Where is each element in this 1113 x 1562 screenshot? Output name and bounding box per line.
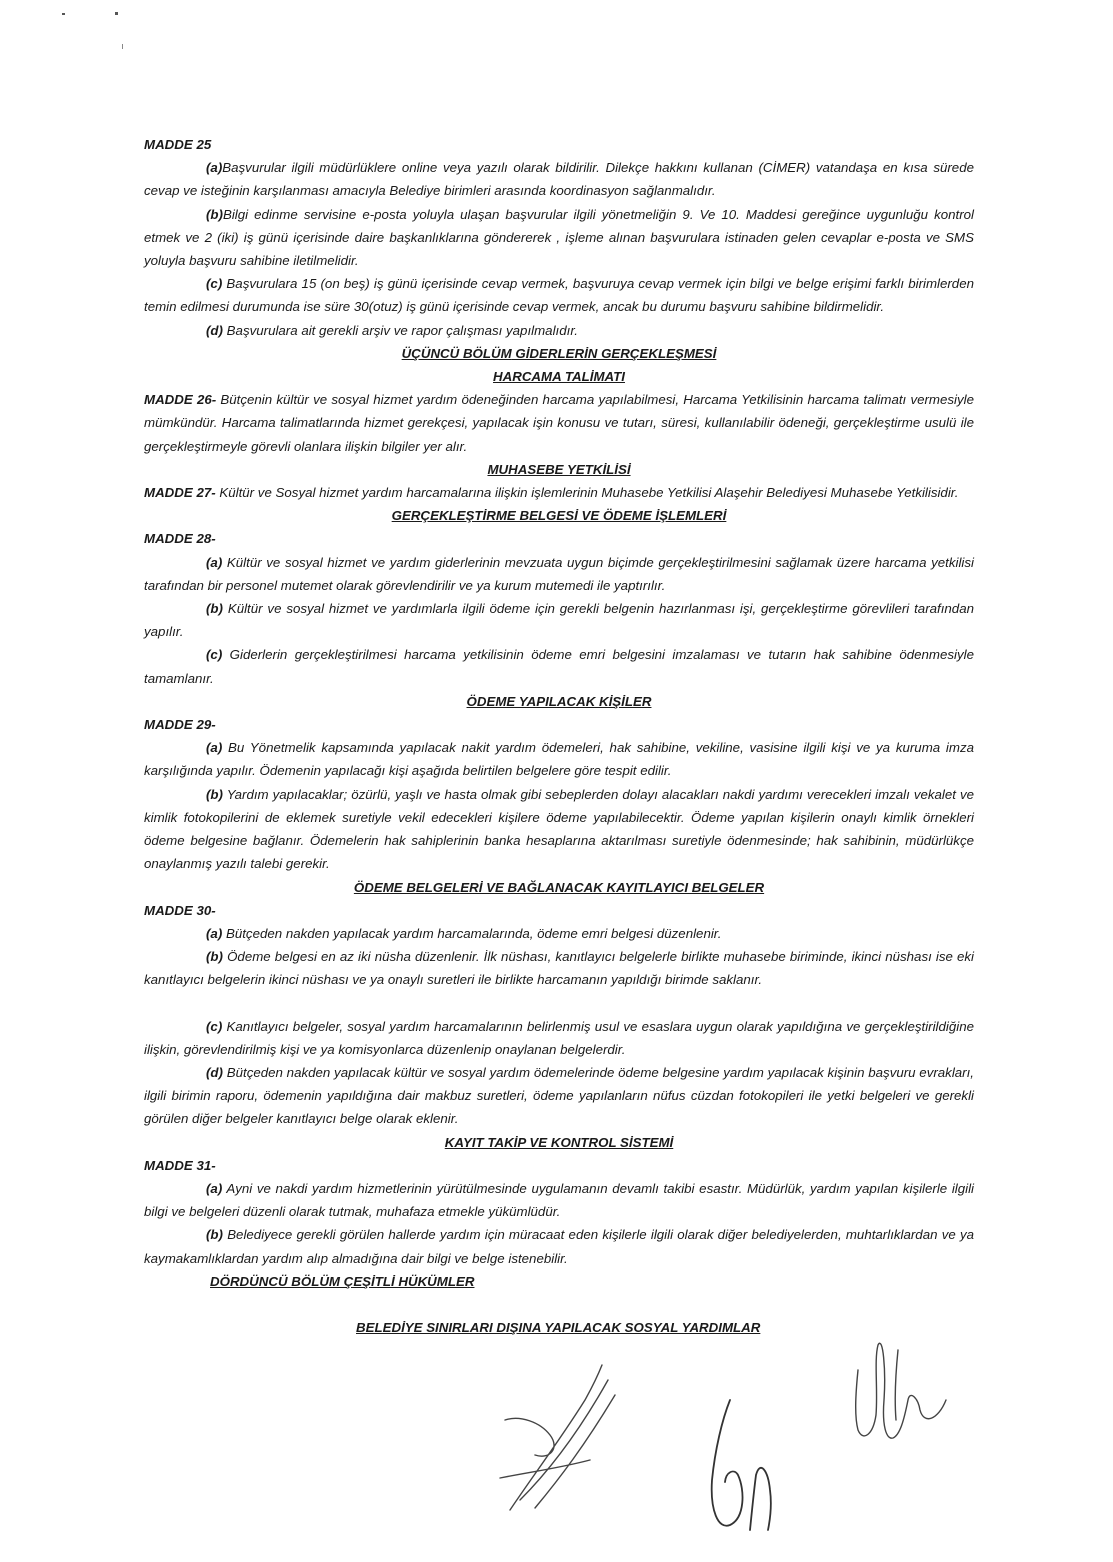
clause-text: Bütçeden nakden yapılacak yardım harcamalarında, ödeme emri belgesi düzenlenir.	[222, 925, 722, 941]
clause-text: Giderlerin gerçekleştirilmesi harcama yetkilisinin ödeme emri belgesini imzalaması ve tutarın hak sahibine ödenmesiyle tamamlanır.	[144, 647, 974, 686]
heading-belediye-sinirlari: BELEDİYE SINIRLARI DIŞINA YAPILACAK SOSYAL YARDIMLAR	[356, 1319, 761, 1335]
heading-muhasebe-yetkilisi: MUHASEBE YETKİLİSİ	[487, 461, 631, 477]
article-29-title: MADDE 29-	[144, 717, 216, 733]
clause-label: (b)	[206, 601, 223, 617]
article-25-a	[144, 156, 974, 202]
clause-text: Belediyece gerekli görülen hallerde yardım için müracaat eden kişilerle ilgili olarak diğer belediyelerden, muhtarlıklardan ve ya kaymakamlıklardan yardım alıp almadığına dair bilgi ve belge istenebilir.	[144, 1227, 974, 1266]
article-27-title: MADDE 27-	[144, 485, 216, 501]
document-body	[144, 133, 974, 1339]
paragraph-gap	[144, 1293, 974, 1316]
clause-label: (a)	[206, 925, 223, 941]
clause-label: (d)	[206, 1064, 223, 1080]
article-25-d	[144, 319, 974, 342]
article-28-b	[144, 597, 974, 643]
clause-label: (b)	[206, 206, 223, 222]
clause-text: Bu Yönetmelik kapsamında yapılacak nakit yardım ödemeleri, hak sahibine, vekiline, vasisine ilgili kişi ve ya kuruma imza karşılığında yapılır. Ödemenin yapılacağı kişi aşağıda belirtilen belgelere göre tespit edilir.	[144, 740, 974, 779]
article-31-a	[144, 1177, 974, 1223]
article-30-b	[144, 945, 974, 991]
clause-text: Bilgi edinme servisine e-posta yoluyla ulaşan başvurular ilgili yönetmeliğin 9. Ve 10. Maddesi gereğince uygunluğu kontrol etmek ve 2 (iki) iş günü içerisinde daire başkanlıklarına göndererek , işleme alınan başvurulara istinaden gelen cevaplar e-posta ve SMS yoluyla başvuru sahibine iletilmelidir.	[144, 206, 974, 269]
signature-3	[838, 1330, 958, 1460]
article-27	[144, 481, 974, 504]
clause-label: (b)	[206, 1227, 223, 1243]
section-3-heading	[144, 342, 974, 365]
article-28-c	[144, 643, 974, 689]
clause-text: Ödeme belgesi en az iki nüsha düzenlenir. İlk nüshası, kanıtlayıcı belgelerle birlikte muhasebe biriminde, ikinci nüshası ise eki kanıtlayıcı belgelerin ikinci nüshası ve ya onaylı suretleri ile birlikte harcamanın yapıldığı birimde saklanır.	[144, 949, 974, 988]
clause-text: Kanıtlayıcı belgeler, sosyal yardım harcamalarının belirlenmiş usul ve esaslara uygun olarak yapıldığına ve gerçekleştirildiğine ilişkin, görevlendirilmiş kişi ve ya komisyonlarca düzenlenip onaylanan belgelerdir.	[144, 1018, 974, 1057]
clause-label: (a)	[206, 740, 223, 756]
signature-1	[490, 1360, 630, 1520]
section-4-label: DÖRDÜNCÜ BÖLÜM	[210, 1273, 341, 1289]
article-29-b	[144, 783, 974, 876]
section-4-title: ÇEŞİTLİ HÜKÜMLER	[340, 1273, 475, 1289]
heading-kayit-takip: KAYIT TAKİP VE KONTROL SİSTEMİ	[444, 1134, 674, 1150]
section-4-heading	[144, 1270, 974, 1293]
clause-label: (c)	[206, 647, 223, 663]
article-26-title: MADDE 26-	[144, 392, 217, 408]
clause-label: (d)	[206, 322, 223, 338]
clause-label: (c)	[206, 1018, 223, 1034]
clause-label: (b)	[206, 786, 223, 802]
scan-marks	[0, 0, 200, 60]
clause-text: Başvurulara 15 (on beş) iş günü içerisinde cevap vermek, başvuruya cevap vermek için bilgi ve belge erişimi farklı birimlerden temin edilmesi durumunda ise süre 30(otuz) iş günü içerisinde cevap vermek, ancak bu durumu başvuru sahibine bildirmelidir.	[144, 276, 974, 315]
heading-odeme-belgeleri: ÖDEME BELGELERİ VE BAĞLANACAK KAYITLAYICI BELGELER	[353, 879, 765, 895]
article-25-b	[144, 203, 974, 273]
paragraph-gap	[144, 992, 974, 1015]
clause-label: (b)	[206, 949, 223, 965]
clause-label: (a)	[206, 160, 223, 176]
clause-label: (c)	[206, 276, 223, 292]
heading-odeme-yapilacak-kisiler: ÖDEME YAPILACAK KİŞİLER	[466, 693, 652, 709]
article-25-title: MADDE 25	[144, 137, 212, 152]
signature-2	[690, 1380, 800, 1550]
article-31-b	[144, 1223, 974, 1269]
clause-text: Kültür ve sosyal hizmet ve yardım giderlerinin mevzuata uygun biçimde gerçekleştirilmesini sağlamak üzere harcama yetkilisi tarafından bir personel mutemet olarak görevlendirilir ve ya kurum mutemedi ile yaptırılır.	[144, 554, 974, 593]
clause-text: Yardım yapılacaklar; özürlü, yaşlı ve hasta olmak gibi sebeplerden dolayı alacakları nakdi yardımı verecekleri imzalı vekalet ve kimlik fotokopilerini de eklemek suretiyle vekil edecekleri kişilere ödeme yapılabilecektir. Ödeme yapılan kişilerin onaylı kimlik örnekleri ödeme belgesine bağlanır. Ödemelerin hak sahiplerinin banka hesaplarına aktarılması suretiyle ödenmesinde; hak sahibinin, müdürlükçe onaylanmış yazılı talebi gerekir.	[144, 786, 974, 872]
article-26-text: Bütçenin kültür ve sosyal hizmet yardım ödeneğinden harcama yapılabilmesi, Harcama Yetkilisinin harcama talimatı vermesiyle mümkündür. Harcama talimatlarında hizmet gerekçesi, yapılacak işin konusu ve tutarı, süresi, kullanılabilir ödeneği, gerçekleştirme usulü ile gerçekleştirmeyle görevli olanlara ilişkin bilgiler yer alır.	[144, 392, 975, 454]
clause-text: Ayni ve nakdi yardım hizmetlerinin yürütülmesinde uygulamanın devamlı takibi esastır. Müdürlük, yardım yapılan kişilerle ilgili bilgi ve belgeleri düzenli olarak tutmak, muhafaza etmekle yükümlüdür.	[144, 1180, 974, 1220]
article-25-c	[144, 272, 974, 318]
clause-text: Başvurulara ait gerekli arşiv ve rapor çalışması yapılmalıdır.	[222, 322, 578, 338]
clause-text: Kültür ve sosyal hizmet ve yardımlarla ilgili ödeme için gerekli belgenin hazırlanması işi, gerçekleştirme görevlileri tarafından yapılır.	[144, 601, 974, 640]
clause-label: (a)	[206, 554, 223, 570]
article-30-a	[144, 922, 974, 945]
clause-text: Başvurular ilgili müdürlüklere online veya yazılı olarak bildirilir. Dilekçe hakkını kullanan (CİMER) vatandaşa en kısa sürede cevap ve isteğinin karşılanması amacıyla Belediye birimleri arasında koordinasyon sağlanmalıdır.	[144, 160, 974, 199]
article-28-a	[144, 551, 974, 597]
heading-gerceklestirme-belgesi: GERÇEKLEŞTİRME BELGESİ VE ÖDEME İŞLEMLERİ	[391, 508, 727, 524]
article-29-a	[144, 736, 974, 782]
article-26	[144, 388, 974, 458]
article-27-text: Kültür ve Sosyal hizmet yardım harcamalarına ilişkin işlemlerinin Muhasebe Yetkilisi Alaşehir Belediyesi Muhasebe Yetkilisidir.	[215, 485, 959, 501]
article-30-c	[144, 1015, 974, 1061]
clause-label: (a)	[206, 1180, 223, 1196]
article-30-title: MADDE 30-	[144, 902, 216, 918]
section-3-title: GİDERLERİN GERÇEKLEŞMESİ	[511, 345, 717, 361]
heading-harcama-talimati: HARCAMA TALİMATI	[493, 369, 625, 385]
clause-text: Bütçeden nakden yapılacak kültür ve sosyal yardım ödemelerinde ödeme belgesine yardım yapılacak kişinin başvuru evrakları, ilgili birimin raporu, ödemenin yapıldığına dair makbuz suretleri, ödeme yapılanların nüfus cüzdan fotokopileri ile yetki belgeleri ve gerekli görülen diğer belgeler kanıtlayıcı belge olarak eklenir.	[144, 1064, 974, 1127]
section-3-label: ÜÇÜNCÜ BÖLÜM	[401, 345, 512, 361]
article-31-title: MADDE 31-	[144, 1157, 216, 1173]
article-30-d	[144, 1061, 974, 1131]
article-28-title: MADDE 28-	[144, 531, 216, 547]
